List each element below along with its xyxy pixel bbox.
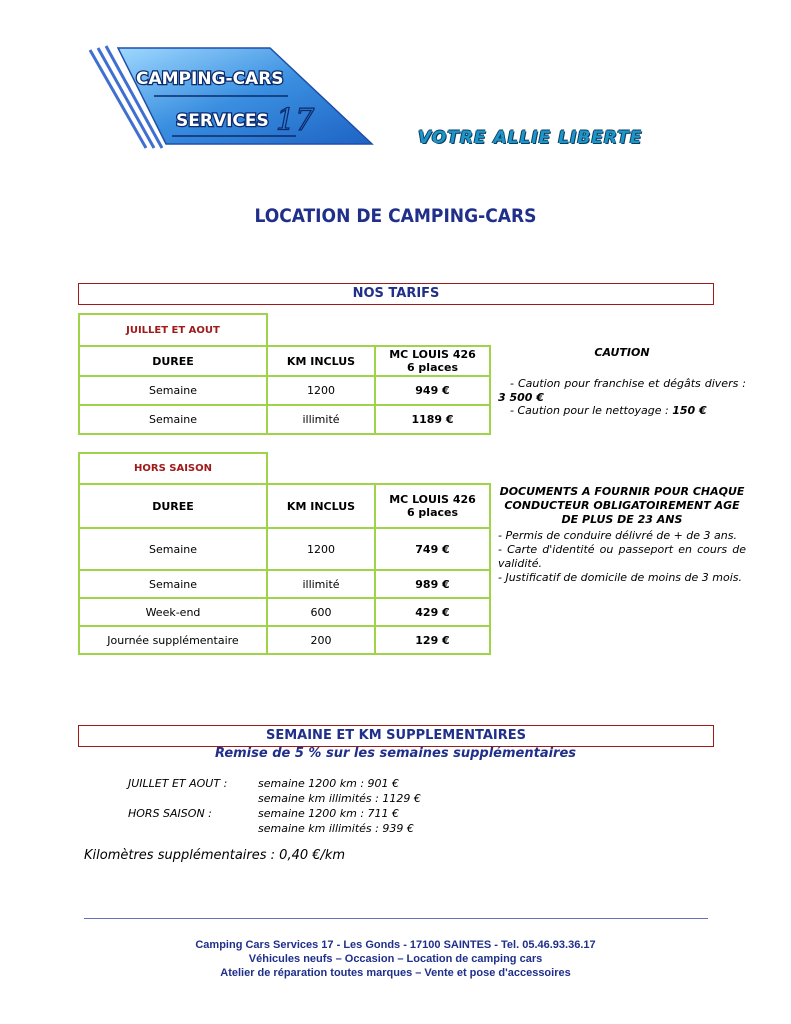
supp-summer-1: semaine 1200 km : 901 € [258, 777, 400, 790]
season-label: JUILLET ET AOUT [79, 314, 267, 346]
list-item: - Justificatif de domicile de moins de 3 mois. [498, 571, 742, 584]
season-label: HORS SAISON [79, 453, 267, 484]
supp-off-2: semaine km illimités : 939 € [258, 822, 414, 835]
company-logo [88, 44, 378, 154]
header-km: KM INCLUS [267, 484, 375, 528]
footer-line3: Atelier de réparation toutes marques – Vente et pose d'accessoires [220, 967, 571, 979]
supp-summer-label: JUILLET ET AOUT : [128, 777, 228, 790]
caution-title: CAUTION [594, 346, 650, 359]
header-duree: DUREE [79, 346, 267, 376]
documents-title: DOCUMENTS A FOURNIR POUR CHAQUE CONDUCTEUR OBLIGATOIREMENT AGE DE PLUS DE 23 ANS [499, 485, 745, 526]
logo-line2: SERVICES [176, 111, 269, 131]
footer-divider [84, 918, 708, 919]
table-row: Semaine 1200 949 € [79, 376, 490, 405]
supp-details [128, 776, 528, 840]
km-supp: Kilomètres supplémentaires : 0,40 €/km [84, 848, 346, 863]
slogan: VOTRE ALLIE LIBERTE [418, 128, 643, 148]
supp-header: SEMAINE ET KM SUPPLEMENTAIRES [78, 725, 714, 747]
supp-off-label: HORS SAISON : [128, 807, 212, 820]
tarifs-header: NOS TARIFS [78, 283, 714, 305]
list-item: - Permis de conduire délivré de + de 3 ans. [498, 529, 737, 542]
list-item: - Carte d'identité ou passeport en cours de validité. [498, 543, 746, 570]
remise-text: Remise de 5 % sur les semaines supplémentaires [214, 746, 577, 761]
caution-line2: - Caution pour le nettoyage : 150 € [510, 404, 707, 417]
footer-line2: Véhicules neufs – Occasion – Location de camping cars [248, 953, 543, 965]
logo-number: 17 [276, 103, 315, 138]
tarif-table-off-season [78, 452, 491, 655]
tarif-table-summer [78, 313, 491, 435]
supp-off-1: semaine 1200 km : 711 € [258, 807, 400, 820]
header-duree: DUREE [79, 484, 267, 528]
header-model: MC LOUIS 426 6 places [375, 346, 490, 376]
caution-line1: - Caution pour franchise et dégâts divers : 3 500 € [498, 377, 746, 404]
header-km: KM INCLUS [267, 346, 375, 376]
documents-list [498, 529, 746, 585]
table-row: Week-end 600 429 € [79, 598, 490, 626]
footer-line1: Camping Cars Services 17 - Les Gonds - 17100 SAINTES - Tel. 05.46.93.36.17 [195, 939, 596, 951]
supp-summer-2: semaine km illimités : 1129 € [258, 792, 421, 805]
logo-line1: CAMPING-CARS [136, 69, 284, 89]
table-row: Journée supplémentaire 200 129 € [79, 626, 490, 654]
table-row: Semaine illimité 989 € [79, 570, 490, 598]
table-row: Semaine illimité 1189 € [79, 405, 490, 434]
page-title: LOCATION DE CAMPING-CARS [254, 205, 537, 227]
table-row: Semaine 1200 749 € [79, 528, 490, 570]
header-model: MC LOUIS 426 6 places [375, 484, 490, 528]
